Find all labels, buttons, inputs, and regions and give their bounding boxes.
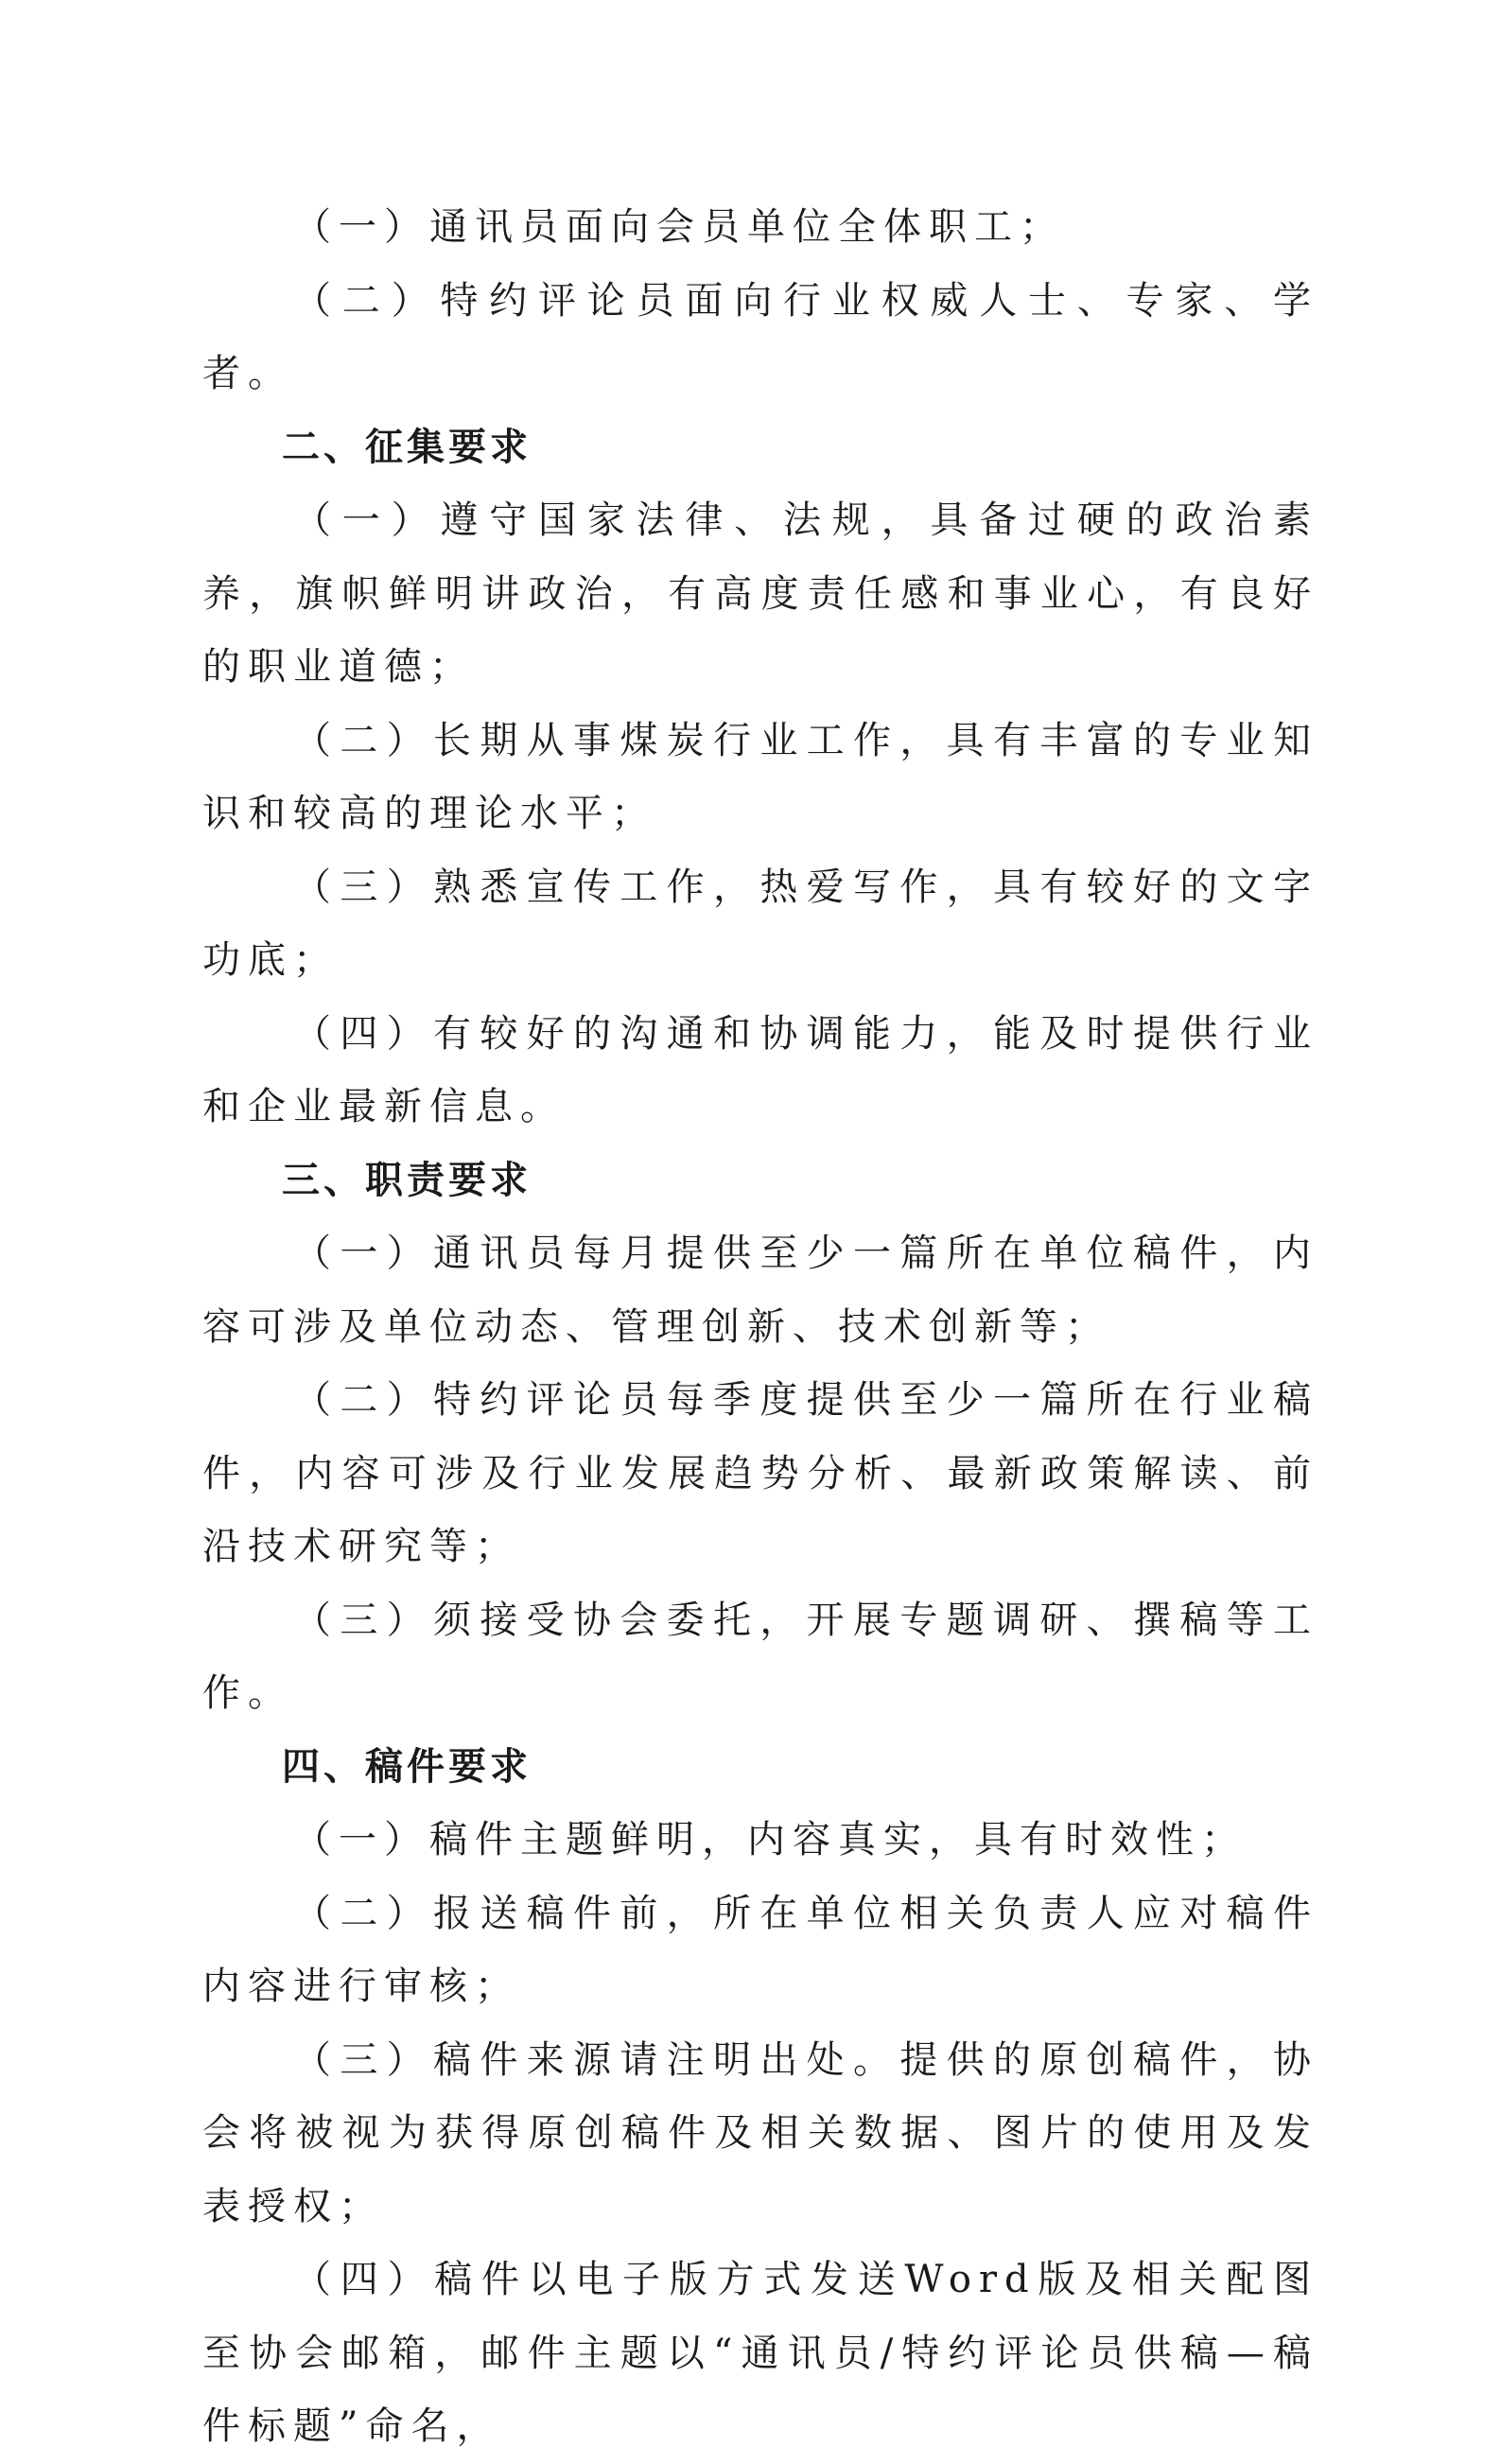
section-heading: 三、职责要求 xyxy=(282,1158,532,1202)
list-item: （一）通讯员每月提供至少一篇所在单位稿件，内容可涉及单位动态、管理创新、技术创新等； xyxy=(202,1232,1318,1349)
section-heading: 四、稿件要求 xyxy=(282,1744,532,1789)
list-item: （一）通讯员面向会员单位全体职工； xyxy=(293,205,1065,249)
document-body xyxy=(202,191,1318,2464)
list-item: （四）有较好的沟通和协调能力，能及时提供行业和企业最新信息。 xyxy=(202,1011,1318,1128)
list-item: （四）稿件以电子版方式发送Word版及相关配图至协会邮箱，邮件主题以“通讯员/特约评论员供稿—稿件标题”命名， xyxy=(202,2258,1318,2448)
list-item: （二）特约评论员面向行业权威人士、专家、学者。 xyxy=(202,278,1318,395)
list-item: （三）熟悉宣传工作，热爱写作，具有较好的文字功底； xyxy=(202,865,1318,982)
list-item: （二）报送稿件前，所在单位相关负责人应对稿件内容进行审核； xyxy=(202,1891,1318,2008)
section-heading: 二、征集要求 xyxy=(282,425,532,469)
list-item: （三）须接受协会委托，开展专题调研、撰稿等工作。 xyxy=(202,1598,1318,1715)
list-item: （二）长期从事煤炭行业工作，具有丰富的专业知识和较高的理论水平； xyxy=(202,718,1318,835)
list-item: （二）特约评论员每季度提供至少一篇所在行业稿件，内容可涉及行业发展趋势分析、最新政策解读、前沿技术研究等； xyxy=(202,1378,1318,1568)
list-item: （三）稿件来源请注明出处。提供的原创稿件，协会将被视为获得原创稿件及相关数据、图片的使用及发表授权； xyxy=(202,2037,1318,2228)
list-item: （一）稿件主题鲜明，内容真实，具有时效性； xyxy=(293,1818,1247,1861)
list-item: （一）遵守国家法律、法规，具备过硬的政治素养，旗帜鲜明讲政治，有高度责任感和事业心，有良好的职业道德； xyxy=(202,498,1318,689)
